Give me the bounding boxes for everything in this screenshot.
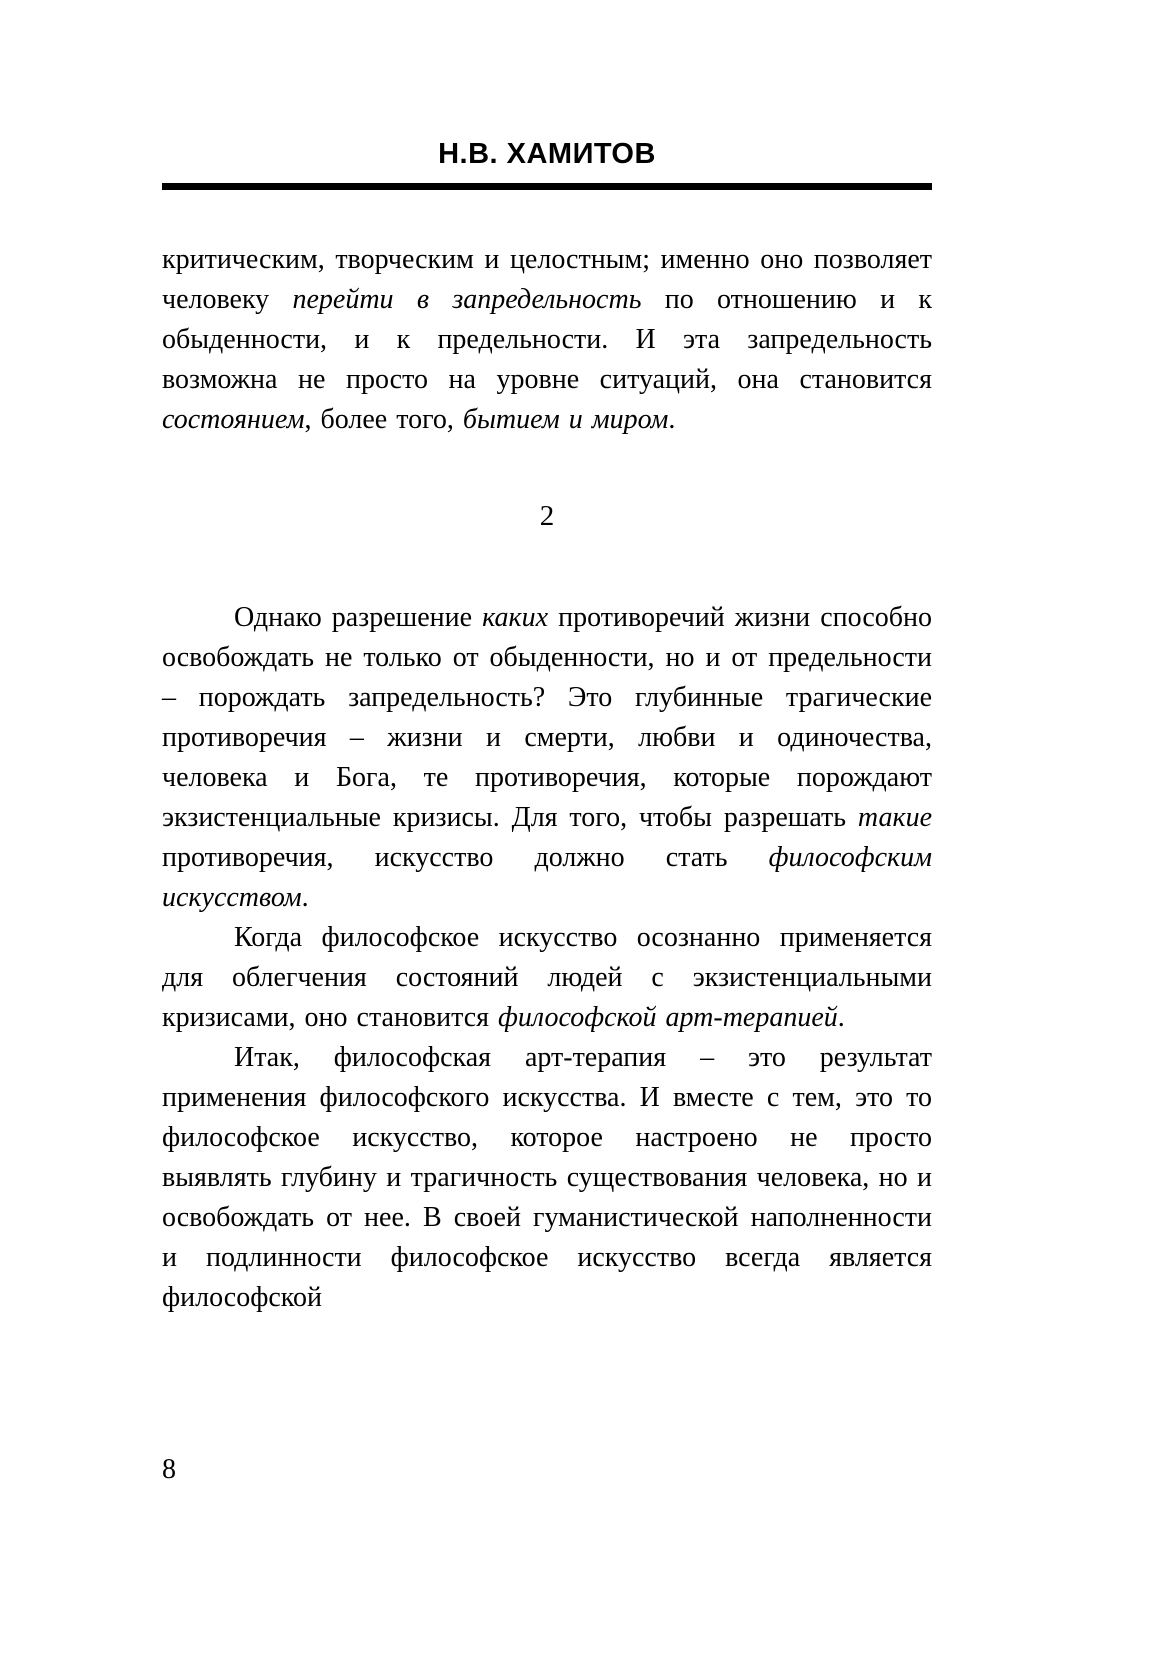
text-run: противоречий жизни способно освобождать не только от обыденности, но и от предельности – порождать запредельность? Это глубинные трагические противоречия – жизни и смерти, любви и одиночества, человека и Бога, те противоречия, которые порождают экзистенциальные кризисы. Для того, чтобы разрешать [162,602,932,833]
text-run: Однако разрешение [234,602,483,633]
text-run: , более того, [304,404,463,435]
paragraph [162,1038,932,1318]
text-run: . [668,404,676,435]
italic-text-run: бытием и миром [462,404,669,435]
text-run: Итак, философская арт-терапия – это результат применения философского искусства. И вместе с тем, это то философское искусство, которое настроено не просто выявлять глубину и трагичность существования человека, но и освобождать от нее. В своей гуманистической наполненности и подлинности философское искусство всегда является философской [162,1042,932,1313]
paragraph [162,918,932,1038]
text-run: . [301,882,309,913]
paragraph [162,598,932,918]
italic-text-run: состоянием [162,404,305,435]
italic-text-run: перейти в запредельность [292,284,642,315]
italic-text-run: каких [482,602,549,633]
paragraph-continuation [162,240,932,440]
text-run: Когда философское искусство осознанно применяется для облегчения состояний людей с экзистенциальными кризисами, оно становится [162,922,932,1033]
text-run: 2 [539,500,555,532]
page-header [162,138,932,190]
italic-text-run: философским искусством [162,842,932,913]
text-run: по отношению и к обыденности, и к предельности. И эта запредельность возможна не просто на уровне ситуаций, она становится [162,284,932,395]
body-text [162,240,932,1318]
section-number [162,496,932,536]
italic-text-run: философской арт-терапией [498,1002,838,1033]
author-name: Н.В. ХАМИТОВ [438,138,656,170]
text-run: критическим, творческим и целостным; именно оно позволяет человеку [162,244,932,315]
page-number: 8 [162,1454,176,1485]
text-run: противоречия, искусство должно стать [162,842,769,873]
text-run: . [837,1002,845,1033]
header-rule [162,183,932,190]
italic-text-run: такие [857,802,932,833]
